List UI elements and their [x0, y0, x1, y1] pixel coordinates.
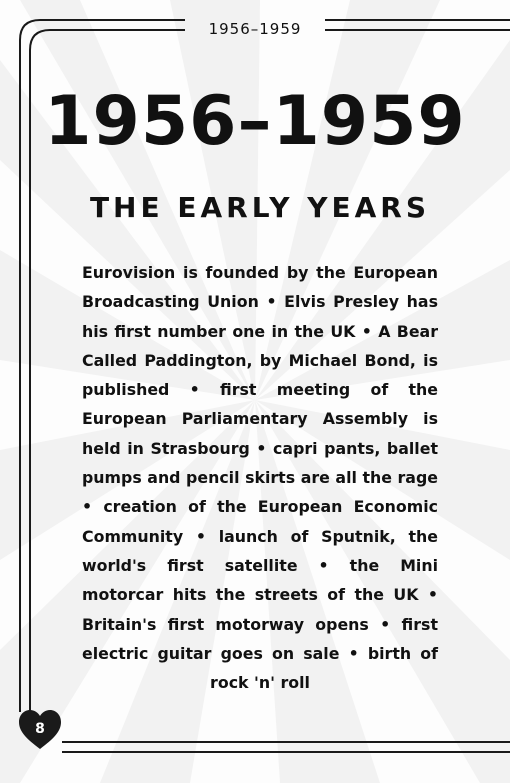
running-head: 1956–1959 — [208, 20, 302, 38]
page-subtitle: THE EARLY YEARS — [89, 191, 431, 224]
page-number: 8 — [35, 721, 45, 737]
page-title: 1956–1959 — [44, 82, 466, 161]
body-paragraph: Eurovision is founded by the European Broadcasting Union • Elvis Presley has his first number one in the UK • A Bear Called Paddington, by Michael Bond, is published • first meeting of the European Parliamentary Assembly is held in Strasbourg • capri pants, ballet pumps and pencil skirts are all the rage • creation of the European Economic Community • launch of Sputnik, the world's first satellite • the Mini motorcar hits the streets of the UK • Britain's first motorway opens • first electric guitar goes on sale • birth of rock 'n' roll — [82, 263, 438, 693]
